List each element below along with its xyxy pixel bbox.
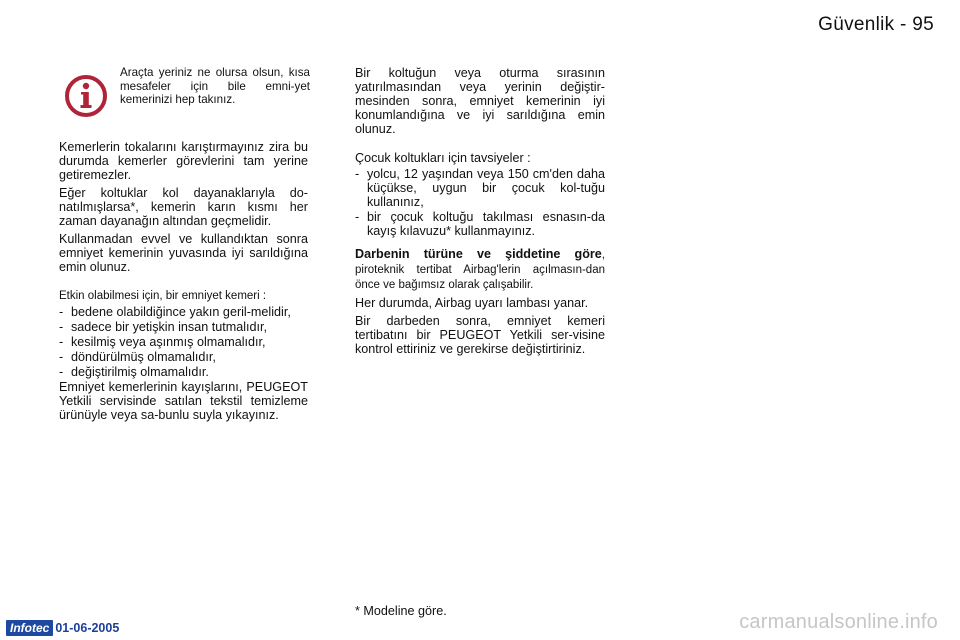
print-date: 01-06-2005 <box>55 621 120 635</box>
page-header <box>818 14 934 36</box>
header-separator: - <box>894 14 913 35</box>
paragraph: Kullanmadan evvel ve kullandıktan sonra emniyet kemerinin yuvasında iyi sarıldığına emin olunuz. <box>59 232 308 274</box>
airbag-bold-text: Darbenin türüne ve şiddetine göre <box>355 247 602 261</box>
list-item: - yolcu, 12 yaşından veya 150 cm'den daha küçükse, uygun bir çocuk kol-tuğu kullanınız, <box>355 167 605 209</box>
list-item: - bir çocuk koltuğu takılması esnasın-da kayış kılavuzu* kullanmayınız. <box>355 210 605 238</box>
page-number: 95 <box>912 14 934 35</box>
airbag-rest-text: , piroteknik tertibat Airbag'lerin açılmasın-dan önce ve bağımsız olarak çalışabilir. <box>355 249 605 291</box>
right-column <box>355 66 605 356</box>
info-icon <box>60 68 112 124</box>
list-item: - değiştirilmiş olmamalıdır. <box>59 365 209 379</box>
paragraph: Bir koltuğun veya oturma sırasının yatırılmasından veya yerinin değiştir-mesinden sonra, emniyet kemerinin iyi konumlandığına ve iyi sarıldığına emin olunuz. <box>355 66 605 136</box>
infotec-logo: Infotec <box>6 620 53 636</box>
list-intro: Etkin olabilmesi için, bir emniyet kemeri : <box>59 290 267 302</box>
paragraph: Bir darbeden sonra, emniyet kemeri tertibatını bir PEUGEOT Yetkili ser-visine kontrol ettiriniz ve gerekirse değiştirtiriniz. <box>355 314 605 356</box>
paragraph: Eğer koltuklar kol dayanaklarıyla do-natılmışlarsa*, kemerin karın kısmı her zaman dayanağın altından geçmelidir. <box>59 186 308 228</box>
footer-brand <box>6 620 119 636</box>
left-column <box>59 140 308 422</box>
airbag-paragraph <box>355 247 605 292</box>
section-title: Güvenlik <box>818 14 895 35</box>
list-intro: Çocuk koltukları için tavsiyeler : <box>355 151 531 165</box>
belt-requirements-list <box>59 305 308 379</box>
list-item: - döndürülmüş olmamalıdır, <box>59 350 216 364</box>
list-item: - bedene olabildiğince yakın geril-melidir, <box>59 305 291 319</box>
paragraph: Kemerlerin tokalarını karıştırmayınız zira bu durumda kemerler görevlerini tam yerine getiremezler. <box>59 140 308 182</box>
watermark: carmanualsonline.info <box>739 611 938 633</box>
list-item: - sadece bir yetişkin insan tutmalıdır, <box>59 320 267 334</box>
safety-note: Araçta yeriniz ne olursa olsun, kısa mesafeler için bile emni-yet kemerinizi hep takınız. <box>120 66 310 107</box>
paragraph: Emniyet kemerlerinin kayışlarını, PEUGEOT Yetkili servisinde satılan tekstil temizleme ürünüyle veya sa-bunlu suyla yıkayınız. <box>59 380 308 422</box>
paragraph: Her durumda, Airbag uyarı lambası yanar. <box>355 296 589 310</box>
child-seat-tips-list <box>355 167 605 238</box>
footnote: * Modeline göre. <box>355 604 447 618</box>
list-item: - kesilmiş veya aşınmış olmamalıdır, <box>59 335 266 349</box>
